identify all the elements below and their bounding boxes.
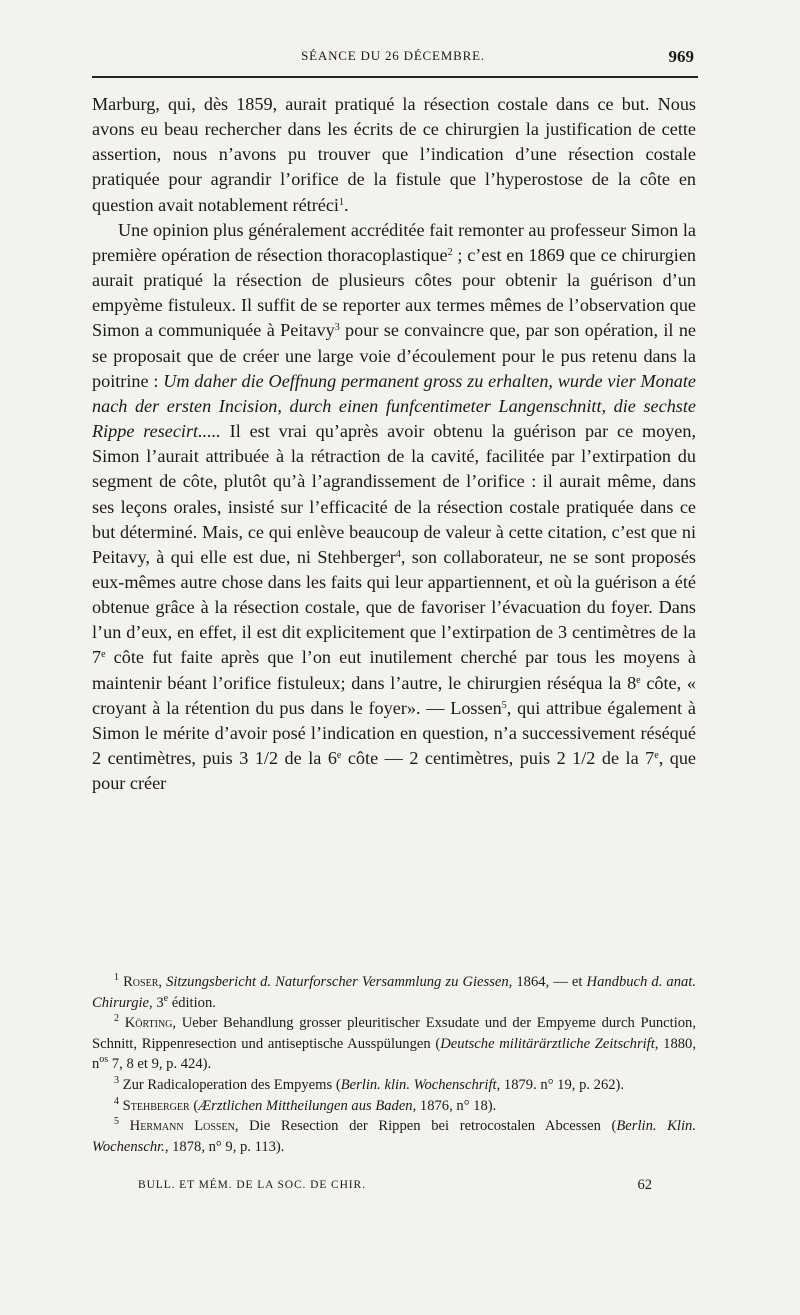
footnote-text: édition. xyxy=(168,994,216,1011)
footnote-author: Hermann Lossen xyxy=(129,1118,235,1135)
footnote-text: , 1864, — et xyxy=(508,974,587,990)
footnote-2 xyxy=(92,1013,696,1075)
footnote-ref-1: 1 xyxy=(338,196,344,208)
footnote-title: Berlin. klin. Wochenschrift xyxy=(340,1076,497,1093)
footnote-text: Ueber Behandlung grosser pleuritischer Exsudate und der Empyeme durch Punction, Schnitt, Rippenresection und antiseptische Ausspülungen ( xyxy=(92,1015,697,1052)
running-title: SÉANCE DU 26 DÉCEMBRE. xyxy=(301,48,485,63)
footnote-text: ( xyxy=(189,1097,199,1114)
paragraph-1 xyxy=(92,92,696,218)
paragraph-2-text-e: , son collaborateur, ne se sont proposés eux-mêmes autre chose dans les faits qui leur appartiennent, et où la guérison a été obtenue grâce à la résection costale, que de favoriser l’évacuation du foyer. Dans l’un d’eux, en effet, il est dit explicitement que l’extirpation de 3 centimètres de la 7 xyxy=(92,546,696,668)
footnote-text: , Die Resection der Rippen bei retrocostalen Abcessen ( xyxy=(234,1118,617,1135)
page-footer xyxy=(92,1179,694,1199)
ordinal-sup: e xyxy=(101,649,106,661)
footnote-title: Ærztlichen Mittheilungen aus Baden xyxy=(198,1097,413,1114)
footnotes xyxy=(92,972,696,1157)
journal-signature-line: BULL. ET MÉM. DE LA SOC. DE CHIR. xyxy=(138,1179,366,1191)
footnote-number: 4 xyxy=(114,1095,119,1107)
footnote-text: 7, 8 et 9, p. 424). xyxy=(108,1056,212,1073)
footnote-sup: os xyxy=(99,1054,109,1066)
sheet-signature-number: 62 xyxy=(637,1177,652,1193)
footnote-ref-3: 3 xyxy=(334,322,340,334)
footnote-3 xyxy=(92,1075,696,1096)
paragraph-2-text-h: , qui attribue également à Simon le mérite d’avoir posé l’indication en question, n’a successivement réséqué 2 centimètres, puis 3 1/2 de la 6 xyxy=(92,697,696,769)
footnote-ref-4: 4 xyxy=(395,548,401,560)
header-rule xyxy=(92,76,698,78)
footnote-text: , 1880, n xyxy=(92,1035,696,1073)
paragraph-1-text: Marburg, qui, dès 1859, aurait pratiqué la résection costale dans ce but. Nous avons eu beau rechercher dans les écrits de ce chirurgien la justification de cette assertion, nous n’avons pu trouver que l’indication d’une résection costale pratiquée pour agrandir l’orifice de la fistule que l’hyperostose de la côte en question avait notablement rétréci xyxy=(92,94,696,215)
paragraph-2-text-c: pour se convaincre que, par son opération, il ne se proposait que de créer une large voie d’écoulement pour le pus retenu dans la poitrine : xyxy=(92,320,697,391)
footnote-author: Körting xyxy=(124,1015,173,1032)
paragraph-2-text-g: côte, « croyant à la rétention du pus dans le foyer». — Lossen xyxy=(92,672,696,718)
footnote-1 xyxy=(92,972,696,1013)
footnote-5 xyxy=(92,1116,696,1157)
footnote-sep: , xyxy=(158,974,167,990)
ordinal-sup: e xyxy=(636,674,641,686)
footnote-number: 3 xyxy=(114,1074,119,1086)
ordinal-sup: e xyxy=(654,750,659,762)
paragraph-2-text-j: , que pour créer xyxy=(92,748,696,794)
footnote-ref-2: 2 xyxy=(447,246,453,258)
footnote-number: 2 xyxy=(114,1013,119,1025)
running-head xyxy=(92,48,694,70)
footnote-text: Zur Radicaloperation des Empyems ( xyxy=(122,1076,341,1093)
footnote-title: Handbuch d. anat. Chirurgie xyxy=(92,974,696,1011)
footnote-text: , 1876, n° 18). xyxy=(412,1097,497,1114)
footnote-text: , 3 xyxy=(149,994,164,1011)
footnote-author: Stehberger xyxy=(122,1097,190,1114)
paragraph-2-text-f: côte fut faite après que l’on eut inutilement cherché par tous les moyens à maintenir béant l’orifice fistuleux; dans l’autre, le chirurgien réséqua la 8 xyxy=(92,647,696,693)
footnote-title: Sitzungsbericht d. Naturforscher Versammlung zu Giessen xyxy=(166,974,509,990)
footnote-text: , 1878, n° 9, p. 113). xyxy=(164,1138,285,1155)
footnote-ref-5: 5 xyxy=(501,699,507,711)
paragraph-2-text-d: Il est vrai qu’après avoir obtenu la guérison par ce moyen, Simon l’aurait attribuée à la rétraction de la cavité, facilitée par l’extirpation du segment de côte, plutôt qu’à l’agrandissement de l’orifice : il aurait même, dans ses leçons orales, insisté sur l’efficacité de la résection costale pratiquée dans ce but déterminé. Mais, ce qui enlève beaucoup de valeur à cette citation, c’est que ni Peitavy, à qui elle est due, ni Stehberger xyxy=(92,421,696,567)
footnote-title: Deutsche militärärztliche Zeitschrift xyxy=(440,1035,655,1052)
paragraph-2-text-i: côte — 2 centimètres, puis 2 1/2 de la 7 xyxy=(341,748,655,769)
footnote-author: Roser xyxy=(123,974,159,990)
footnote-sup: e xyxy=(163,992,169,1004)
paragraph-1-end: . xyxy=(343,194,349,215)
footnote-sep: , xyxy=(172,1015,182,1032)
footnote-4 xyxy=(92,1096,696,1117)
ordinal-sup: e xyxy=(336,750,342,762)
paragraph-2 xyxy=(92,218,696,797)
paragraph-2-text-b: ; c’est en 1869 que ce chirurgien aurait pratiqué la résection de plusieurs côtes pour obtenir la guérison d’un empyème fistuleux. Il suffit de se reporter aux termes mêmes de l’observation que Simon a communiquée à Peitavy xyxy=(92,244,696,341)
german-quote: Um daher die Oeffnung permanent gross zu erhalten, wurde vier Monate nach der ersten Incision, durch einen funfcentimeter Langenschnitt, die sechste Rippe resecirt..... xyxy=(92,370,697,442)
footnote-number: 1 xyxy=(114,972,119,983)
page-number: 969 xyxy=(668,47,694,66)
page xyxy=(92,0,697,1315)
footnote-title: Berlin. Klin. Wochenschr. xyxy=(92,1118,696,1155)
paragraph-2-text-a: Une opinion plus généralement accréditée fait remonter au professeur Simon la première opération de résection thoracoplastique xyxy=(92,219,696,265)
footnote-number: 5 xyxy=(114,1116,119,1128)
footnote-text: , 1879. n° 19, p. 262). xyxy=(496,1076,625,1093)
body-text xyxy=(92,92,696,796)
